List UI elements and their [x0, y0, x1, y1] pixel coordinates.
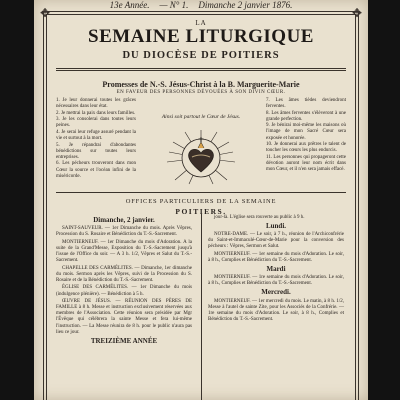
issue-year: 13e Année.: [109, 0, 150, 10]
masthead-article: LA: [195, 19, 207, 27]
emblem-motto: Ainsi soit partout le Cœur de Jésus.: [161, 114, 241, 120]
issue-number: — N° 1.: [159, 0, 189, 10]
office-entry: ŒUVRE DE JÉSUS. — RÉUNION DES PÈRES DE FAMILLE à 8 h. Messe et instruction exclusivement réservées aux membres de l'Association. Cette réunion sera présidée par Mgr l'Évêque qui célébrera la sainte Messe et fera lui-même l'instruction. — La Messe réunira de 8 h. pour le public n'aura pas lieu ce jour.: [56, 299, 192, 335]
promise-item: 5. Je répandrai d'abondantes bénédictions sur toutes leurs entreprises.: [56, 142, 136, 160]
day-heading: TREIZIÈME ANNÉE: [90, 336, 158, 345]
promises-title: Promesses de N.-S. Jésus-Christ à la B. Marguerite-Marie: [102, 80, 300, 89]
offices-title: OFFICES PARTICULIERS DE LA SEMAINE: [125, 198, 277, 205]
column-divider: [201, 214, 202, 400]
office-entry: MONTIERNEUF. — 1er Dimanche du mois d'Adoration. A la suite de la Grand'Messe, Exposition du T.-S.-Sacrement jusqu'à l'issue de l'Office du soir. — A 3 h. 1/2, Vêpres et Salut du T.-S.-Sacrement.: [56, 239, 192, 264]
office-entry: ÉGLISE DES CARMÉLITES. — 1er Dimanche du mois (indulgence plénière). — Bénédiction à 5 h.: [56, 285, 192, 297]
offices-right-column: [208, 215, 344, 324]
sacred-heart-emblem: [151, 112, 251, 186]
section-rule: [56, 192, 346, 193]
masthead-rule: [56, 68, 346, 71]
issue-date: Dimanche 2 janvier 1876.: [198, 0, 293, 10]
office-entry: MONTIERNEUF. — 1er semaine du mois d'Adoration. Le soir, à 8 h., Complies et Bénédiction du T.-S.-Sacrement.: [208, 251, 344, 264]
issue-line: [34, 0, 368, 14]
offices-city: POITIERS.: [175, 207, 227, 216]
newspaper-page: [34, 0, 368, 400]
promise-item: 6. Les pécheurs trouveront dans mon Cœur la source et l'océan infini de la miséricorde.: [56, 161, 136, 179]
promise-item: 10. Je donnerai aux prêtres le talent de toucher les cœurs les plus endurcis.: [266, 142, 346, 154]
promises-right-column: [266, 98, 346, 174]
day-heading: Mercredi.: [261, 288, 291, 297]
promise-item: 9. Je bénirai moi-même les maisons où l'image de mon Sacré Cœur sera exposée et honorée.: [266, 123, 346, 141]
ornament-icon: ✥: [39, 6, 51, 20]
sacred-heart-icon: [151, 112, 251, 186]
masthead-subtitle: DU DIOCÈSE DE POITIERS: [122, 50, 280, 61]
promise-item: 1. Je leur donnerai toutes les grâces nécessaires dans leur état.: [56, 98, 136, 110]
day-heading: Lundi.: [265, 222, 287, 231]
office-entry: NOTRE-DAME. — Le soir, à 7 h., réunion de l'Archiconfrérie du Saint-et-Immaculé-Cœur-de-Marie pour la conversion des pécheurs : Vêpres, Sermon et Salut.: [208, 232, 344, 250]
promise-item: 7. Les âmes tièdes deviendront ferventes.: [266, 98, 346, 110]
ornament-icon: ✥: [351, 6, 363, 20]
office-entry: MONTIERNEUF. — 1re semaine du mois d'Adoration. Le soir, à 8 h., Complies et Bénédiction du T.-S.-Sacrement.: [208, 275, 344, 287]
day-heading: Mardi: [266, 265, 286, 274]
masthead-title: SEMAINE LITURGIQUE: [88, 26, 314, 47]
promise-item: 3. Je les consolerai dans toutes leurs peines.: [56, 117, 136, 129]
promises-left-column: [56, 98, 136, 180]
offices-left-column: [56, 215, 192, 347]
promise-item: 4. Je serai leur refuge assuré pendant la vie et surtout à la mort.: [56, 129, 136, 142]
office-entry: MONTIERNEUF. — 1er mercredi du mois. Le matin, à 8 h. 1/2, Messe à l'autel de sainte Zite, pour les Associés de la Confrérie. — 1re semaine du mois d'Adoration. Le soir, à 8 h., Complies et Bénédiction du T.-S.-Sacrement.: [208, 298, 344, 322]
promises-subtitle: EN FAVEUR DES PERSONNES DÉVOUÉES À SON DIVIN CŒUR.: [116, 90, 286, 95]
office-entry: CHAPELLE DES CARMÉLITES. — Dimanche, 1er dimanche du mois. Sermon après les Vêpres, suivi de la Procession du S. Rosaire et de la Bénédiction du T.-S.-Sacrement.: [56, 265, 192, 283]
office-entry: SAINT-SAUVEUR. — 1er Dimanche du mois. Après Vêpres, Procession du S. Rosaire et Bénédiction du T.-S.-Sacrement.: [56, 226, 192, 238]
promise-item: 8. Les âmes ferventes s'élèveront à une grande perfection.: [266, 110, 346, 122]
day-heading: Dimanche, 2 janvier.: [93, 216, 155, 224]
office-entry: jour-là. L'église sera rouverte au public à 9 h.: [214, 215, 305, 220]
promise-item: 11. Les personnes qui propageront cette dévotion auront leur nom écrit dans mon Cœur, et il n'en sera jamais effacé.: [266, 154, 346, 173]
promise-item: 2. Je mettrai la paix dans leurs familles.: [56, 110, 136, 116]
